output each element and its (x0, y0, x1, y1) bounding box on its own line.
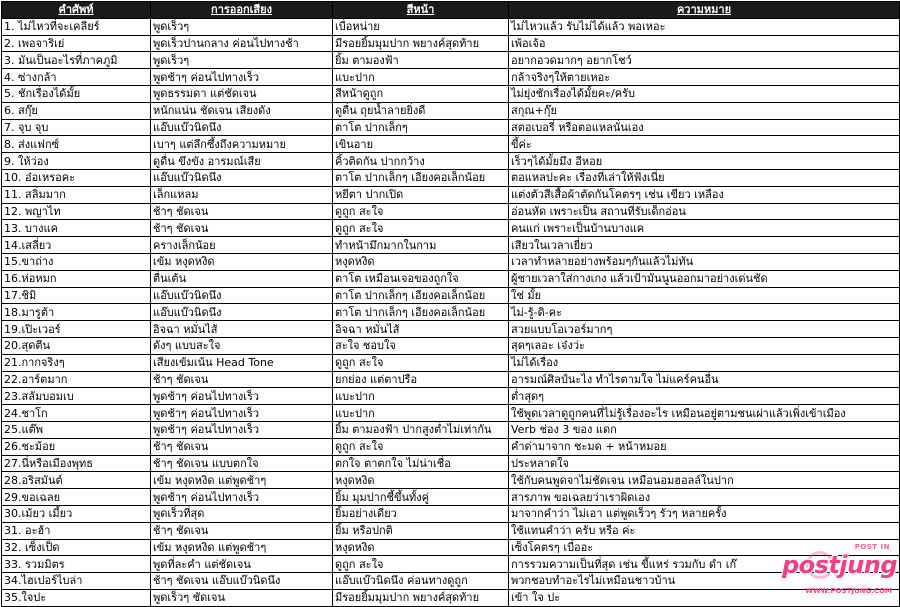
cell-meaning: เซ็งโคตรๆ เบื่ออะ (509, 539, 900, 556)
cell-expression: อิจฉา หมั่นไส้ (333, 321, 509, 338)
table-row (2, 270, 900, 287)
cell-meaning: ไม่-รู้-ดิ-คะ (509, 304, 900, 321)
table-row (2, 52, 900, 69)
header-vocabulary: คำศัพท์ (2, 2, 151, 19)
cell-pronunciation: พูดธรรมดา แต่ชัดเจน (151, 85, 333, 102)
table-row (2, 489, 900, 506)
table-row (2, 573, 900, 590)
cell-expression: ทำหน้ามึกมากในกาม (333, 237, 509, 254)
cell-meaning: แต่งตัวสีเสื้อผ้าตัดกันโคตรๆ เช่น เขียว เหลือง (509, 186, 900, 203)
logo-wordmark: postjung (782, 551, 898, 579)
cell-pronunciation: พูดช้าๆ ค่อนไปทางเร็ว (151, 388, 333, 405)
table-row (2, 220, 900, 237)
cell-vocabulary: 31. อะฮ้า (2, 522, 151, 539)
cell-expression: หงุดหงิด (333, 472, 509, 489)
cell-meaning: พวกชอบทำอะไรไม่เหมือนชาวบ้าน (509, 573, 900, 590)
cell-meaning: เสียวในเวลาเยี่ยว (509, 237, 900, 254)
cell-vocabulary: 19.เปิะเวอร์ (2, 321, 151, 338)
cell-expression: ตาโต ปากเล็กๆ เอียงคอเล็กน้อย (333, 287, 509, 304)
cell-expression: ตาโต เหมือนเจอของถูกใจ (333, 270, 509, 287)
header-meaning: ความหมาย (509, 2, 900, 19)
cell-expression: ดูถูก สะใจ (333, 438, 509, 455)
cell-vocabulary: 6. สกุ๊ย (2, 102, 151, 119)
cell-expression: ตาโต ปากเล็กๆ เอียงคอเล็กน้อย (333, 304, 509, 321)
cell-meaning: ไม่ได้เรื่อง (509, 354, 900, 371)
table-row (2, 438, 900, 455)
cell-pronunciation: ช้าๆ ชัดเจน (151, 371, 333, 388)
table-row (2, 153, 900, 170)
cell-meaning: ไม่ไหวแล้ว รับไม่ได้แล้ว พอเหอะ (509, 18, 900, 35)
cell-pronunciation: ช้าๆ ชัดเจน (151, 438, 333, 455)
cell-pronunciation: หนักแน่น ชัดเจน เสียงดัง (151, 102, 333, 119)
cell-meaning: ผู้ชายเวลาใส่กางเกง แล้วเป้ามันนูนออกมาอย่างเด่นชัด (509, 270, 900, 287)
cell-meaning: อยากอวดมากๆ อยากโชว์ (509, 52, 900, 69)
cell-expression: ดูถูก สะใจ (333, 220, 509, 237)
table-row (2, 186, 900, 203)
cell-vocabulary: 2. เพอจาริเย่ (2, 35, 151, 52)
cell-vocabulary: 18.มารูต้า (2, 304, 151, 321)
cell-meaning: กล้าจริงๆให้ตายเหอะ (509, 69, 900, 86)
cell-pronunciation: พูดเร็วๆ (151, 52, 333, 69)
cell-vocabulary: 16.ห่อหมก (2, 270, 151, 287)
cell-meaning: อารมณ์ศิลป์นะไง ทำไรตามใจ ไม่แคร์คนอื่น (509, 371, 900, 388)
cell-meaning: สุดๆเลอะ เจ๋งว่ะ (509, 337, 900, 354)
table-row (2, 505, 900, 522)
table-row (2, 337, 900, 354)
cell-expression: สีหน้าดูถูก (333, 85, 509, 102)
cell-vocabulary: 23.สลัมบอมเบ (2, 388, 151, 405)
cell-vocabulary: 10. อ๋อเหรอคะ (2, 169, 151, 186)
cell-expression: หยีตา ปากเปิด (333, 186, 509, 203)
cell-expression: ดูถูก สะใจ (333, 203, 509, 220)
cell-expression: ยิ้มอย่างเดียว (333, 505, 509, 522)
table-row (2, 539, 900, 556)
cell-vocabulary: 1. ไม่ไหวที่จะเคลียร์ (2, 18, 151, 35)
cell-meaning: อ่อนหัด เพราะเป็น สถานที่รับเด็กอ่อน (509, 203, 900, 220)
cell-pronunciation: พูดช้าๆ ค่อนไปทางเร็ว (151, 405, 333, 422)
header-row (2, 2, 900, 19)
cell-expression: แบะปาก (333, 388, 509, 405)
table-row (2, 119, 900, 136)
table-row (2, 455, 900, 472)
cell-expression: ยิ้ม ตามองฟ้า ปากสูงต่ำไม่เท่ากัน (333, 421, 509, 438)
header-facial-expression: สีหน้า (333, 2, 509, 19)
logo-tag: POST IN (854, 543, 890, 551)
table-row (2, 287, 900, 304)
cell-pronunciation: แอ๊บแบ๊วนิดนึง (151, 169, 333, 186)
cell-meaning: ขี้ค่ะ (509, 136, 900, 153)
cell-pronunciation: พูดช้าๆ ค่อนไปทางเร็ว (151, 489, 333, 506)
cell-meaning: คำด่ามาจาก ชะมด + หน้าหมอย (509, 438, 900, 455)
cell-pronunciation: พูดช้าๆ ค่อนไปทางเร็ว (151, 69, 333, 86)
cell-expression: ดูถูก สะใจ (333, 354, 509, 371)
cell-expression: ตาโต ปากเล็กๆ (333, 119, 509, 136)
cell-vocabulary: 27.นี่หรือเมืองพุทธ (2, 455, 151, 472)
cell-expression: หงุดหงิด (333, 539, 509, 556)
cell-vocabulary: 34.ไฮเปอร์ไบล่า (2, 573, 151, 590)
cell-pronunciation: เข้ม หงุดหงิด (151, 253, 333, 270)
cell-pronunciation: ตื่นเต้น (151, 270, 333, 287)
table-row (2, 136, 900, 153)
cell-vocabulary: 8. ส่งแฟกซ์ (2, 136, 151, 153)
cell-vocabulary: 35.ใจปะ (2, 589, 151, 606)
cell-vocabulary: 3. มันเป็นอะไรที่ภาคภูมิ (2, 52, 151, 69)
cell-pronunciation: พูดเร็วที่สุด (151, 505, 333, 522)
cell-meaning: ไม่ยุ่งชักเรื่องได้มั้ยคะ/ครับ (509, 85, 900, 102)
cell-pronunciation: เข้ม หงุดหงิด แต่พูดช้าๆ (151, 539, 333, 556)
cell-vocabulary: 17.ชิมิ (2, 287, 151, 304)
cell-expression: เขินอาย (333, 136, 509, 153)
cell-vocabulary: 7. จุบ จุบ (2, 119, 151, 136)
cell-vocabulary: 20.สุดตีน (2, 337, 151, 354)
cell-meaning: สารภาพ ขอเฉลยว่าเราผิดเอง (509, 489, 900, 506)
cell-pronunciation: เบาๆ แต่ลึกซึ้งถึงความหมาย (151, 136, 333, 153)
cell-vocabulary: 13. บางแค (2, 220, 151, 237)
cell-pronunciation: ดังๆ แบบสะใจ (151, 337, 333, 354)
table-row (2, 203, 900, 220)
cell-expression: ยกย่อง แต่ตาปรือ (333, 371, 509, 388)
cell-meaning: ตอแหลปะคะ เรื่องที่เล่าให้ฟังเนี่ย (509, 169, 900, 186)
slang-table (1, 1, 900, 607)
cell-meaning: เพ้อเจ้อ (509, 35, 900, 52)
cell-expression: ยิ้ม หรือปกติ (333, 522, 509, 539)
cell-expression: แบะปาก (333, 69, 509, 86)
table-row (2, 35, 900, 52)
cell-vocabulary: 5. ชักเรื่องได้มั้ย (2, 85, 151, 102)
cell-meaning: Verb ช่อง 3 ของ แดก (509, 421, 900, 438)
table-row (2, 405, 900, 422)
table-row (2, 522, 900, 539)
table-row (2, 18, 900, 35)
cell-expression: สะใจ ชอบใจ (333, 337, 509, 354)
cell-meaning: คนแก่ เพราะเป็นบ้านบางแค (509, 220, 900, 237)
cell-expression: ยิ้ม ตามองฟ้า (333, 52, 509, 69)
cell-vocabulary: 14.เสลี่ยว (2, 237, 151, 254)
table-row (2, 237, 900, 254)
cell-meaning: ใช้กับคนพูดจาไม่ชัดเจน เหมือนอมฮอลล์ในปาก (509, 472, 900, 489)
cell-expression: เบื่อหน่าย (333, 18, 509, 35)
cell-vocabulary: 25.แต๊พ (2, 421, 151, 438)
cell-pronunciation: พูดเร็วๆ (151, 18, 333, 35)
table-row (2, 371, 900, 388)
cell-expression: ตาโต ปากเล็กๆ เอียงคอเล็กน้อย (333, 169, 509, 186)
cell-vocabulary: 15.ขาถ่าง (2, 253, 151, 270)
cell-expression: ยิ้ม มุมปากชี้ขึ้นทั้งคู่ (333, 489, 509, 506)
cell-vocabulary: 28.อริสมันต์ (2, 472, 151, 489)
cell-vocabulary: 4. ซ่างกล้า (2, 69, 151, 86)
cell-expression: ดูดื่น ถุยน้ำลายยิ่งดี (333, 102, 509, 119)
table-row (2, 388, 900, 405)
cell-pronunciation: พูดที่ละคำ แต่ชัดเจน (151, 556, 333, 573)
cell-vocabulary: 12. พญาไท (2, 203, 151, 220)
cell-meaning: เวลาทำหลายอย่างพร้อมๆกันแล้วไม่ทัน (509, 253, 900, 270)
table-row (2, 253, 900, 270)
cell-meaning: เข้า ใจ ปะ (509, 589, 900, 606)
cell-vocabulary: 30.เม้ยว เมี้ยว (2, 505, 151, 522)
table-row (2, 421, 900, 438)
table-row (2, 69, 900, 86)
cell-pronunciation: พูดช้าๆ ค่อนไปทางเร็ว (151, 421, 333, 438)
cell-pronunciation: แอ๊บแบ๊วนิดนึง (151, 119, 333, 136)
cell-vocabulary: 32. เซ็งเป็ด (2, 539, 151, 556)
cell-pronunciation: เล็กแหลม (151, 186, 333, 203)
cell-expression: ตกใจ ตาตกใจ ไม่น่าเชื่อ (333, 455, 509, 472)
table-row (2, 85, 900, 102)
cell-pronunciation: เสียงเข้มเน้น Head Tone (151, 354, 333, 371)
cell-pronunciation: แอ๊บแบ๊วนิดนึง (151, 287, 333, 304)
cell-vocabulary: 11. สลิ่มมาก (2, 186, 151, 203)
table-row (2, 304, 900, 321)
cell-pronunciation: อิจฉา หมั่นไส้ (151, 321, 333, 338)
table-row (2, 556, 900, 573)
cell-vocabulary: 26.ชะม้อย (2, 438, 151, 455)
cell-pronunciation: ดูดื่น ขึงขัง อารมณ์เสีย (151, 153, 333, 170)
cell-vocabulary: 9. ให้ว่อง (2, 153, 151, 170)
table-row (2, 589, 900, 606)
cell-vocabulary: 29.ขอเฉลย (2, 489, 151, 506)
header-pronunciation: การออกเสียง (151, 2, 333, 19)
cell-pronunciation: แอ๊บแบ๊วนิดนึง (151, 304, 333, 321)
cell-expression: ดูถูก สะใจ (333, 556, 509, 573)
cell-expression: คิ้วติดกัน ปากกว้าง (333, 153, 509, 170)
cell-meaning: เร็วๆได้มั้ยมึง อีหอย (509, 153, 900, 170)
logo-url: WWW.POSTJUNG.COM (805, 587, 892, 595)
table-row (2, 472, 900, 489)
cell-meaning: สกุณ+กุ๊ย (509, 102, 900, 119)
cell-meaning: ต่ำสุดๆ (509, 388, 900, 405)
cell-meaning: ใช้พูดเวลาดูถูกคนที่ไม่รู้เรื่องอะไร เหมือนอยู่ตามชนเผ่าแล้วเพิ่งเข้าเมือง (509, 405, 900, 422)
cell-pronunciation: ช้าๆ ชัดเจน (151, 203, 333, 220)
cell-meaning: สวยแบบโอเวอร์มากๆ (509, 321, 900, 338)
cell-pronunciation: พูดเร็วปานกลาง ค่อนไปทางช้า (151, 35, 333, 52)
cell-meaning: การรวมความเป็นที่สุด เช่น ขี้แหร่ รวมกับ ดำ เก๊ (509, 556, 900, 573)
cell-meaning: ประหลาดใจ (509, 455, 900, 472)
cell-vocabulary: 24.ชาโก (2, 405, 151, 422)
cell-pronunciation: ช้าๆ ชัดเจน (151, 220, 333, 237)
cell-expression: แบะปาก (333, 405, 509, 422)
cell-pronunciation: พูดเร็วๆ ชัดเจน (151, 589, 333, 606)
cell-expression: มีรอยยิ้มมุมปาก พยางค์สุดท้าย (333, 589, 509, 606)
cell-vocabulary: 21.กากจริงๆ (2, 354, 151, 371)
table-row (2, 321, 900, 338)
cell-pronunciation: ช้าๆ ชัดเจน แบบตกใจ (151, 455, 333, 472)
cell-vocabulary: 33. รวมมิตร (2, 556, 151, 573)
table-row (2, 102, 900, 119)
cell-vocabulary: 22.อาร์ตมาก (2, 371, 151, 388)
table-row (2, 354, 900, 371)
cell-expression: มีรอยยิ้มมุมปาก พยางค์สุดท้าย (333, 35, 509, 52)
cell-meaning: ใช้แทนคำว่า ครับ หรือ ค่ะ (509, 522, 900, 539)
cell-pronunciation: ครางเล็กน้อย (151, 237, 333, 254)
table-row (2, 169, 900, 186)
cell-pronunciation: ช้าๆ ชัดเจน แอ๊บแบ๊วนิดนึง (151, 573, 333, 590)
cell-meaning: สตอเบอรี่ หรือตอแหลนั่นเอง (509, 119, 900, 136)
cell-expression: แอ๊บแบ๊วนิดนึง ค่อนทางดูถูก (333, 573, 509, 590)
cell-pronunciation: ช้าๆ ชัดเจน (151, 522, 333, 539)
cell-expression: หงุดหงิด (333, 253, 509, 270)
cell-pronunciation: เข้ม หงุดหงิด แต่พูดช้าๆ (151, 472, 333, 489)
cell-meaning: ใช่ มั้ย (509, 287, 900, 304)
cell-meaning: มาจากคำว่า ไม่เอา แต่พูดเร็วๆ รัวๆ หลายครั้ง (509, 505, 900, 522)
